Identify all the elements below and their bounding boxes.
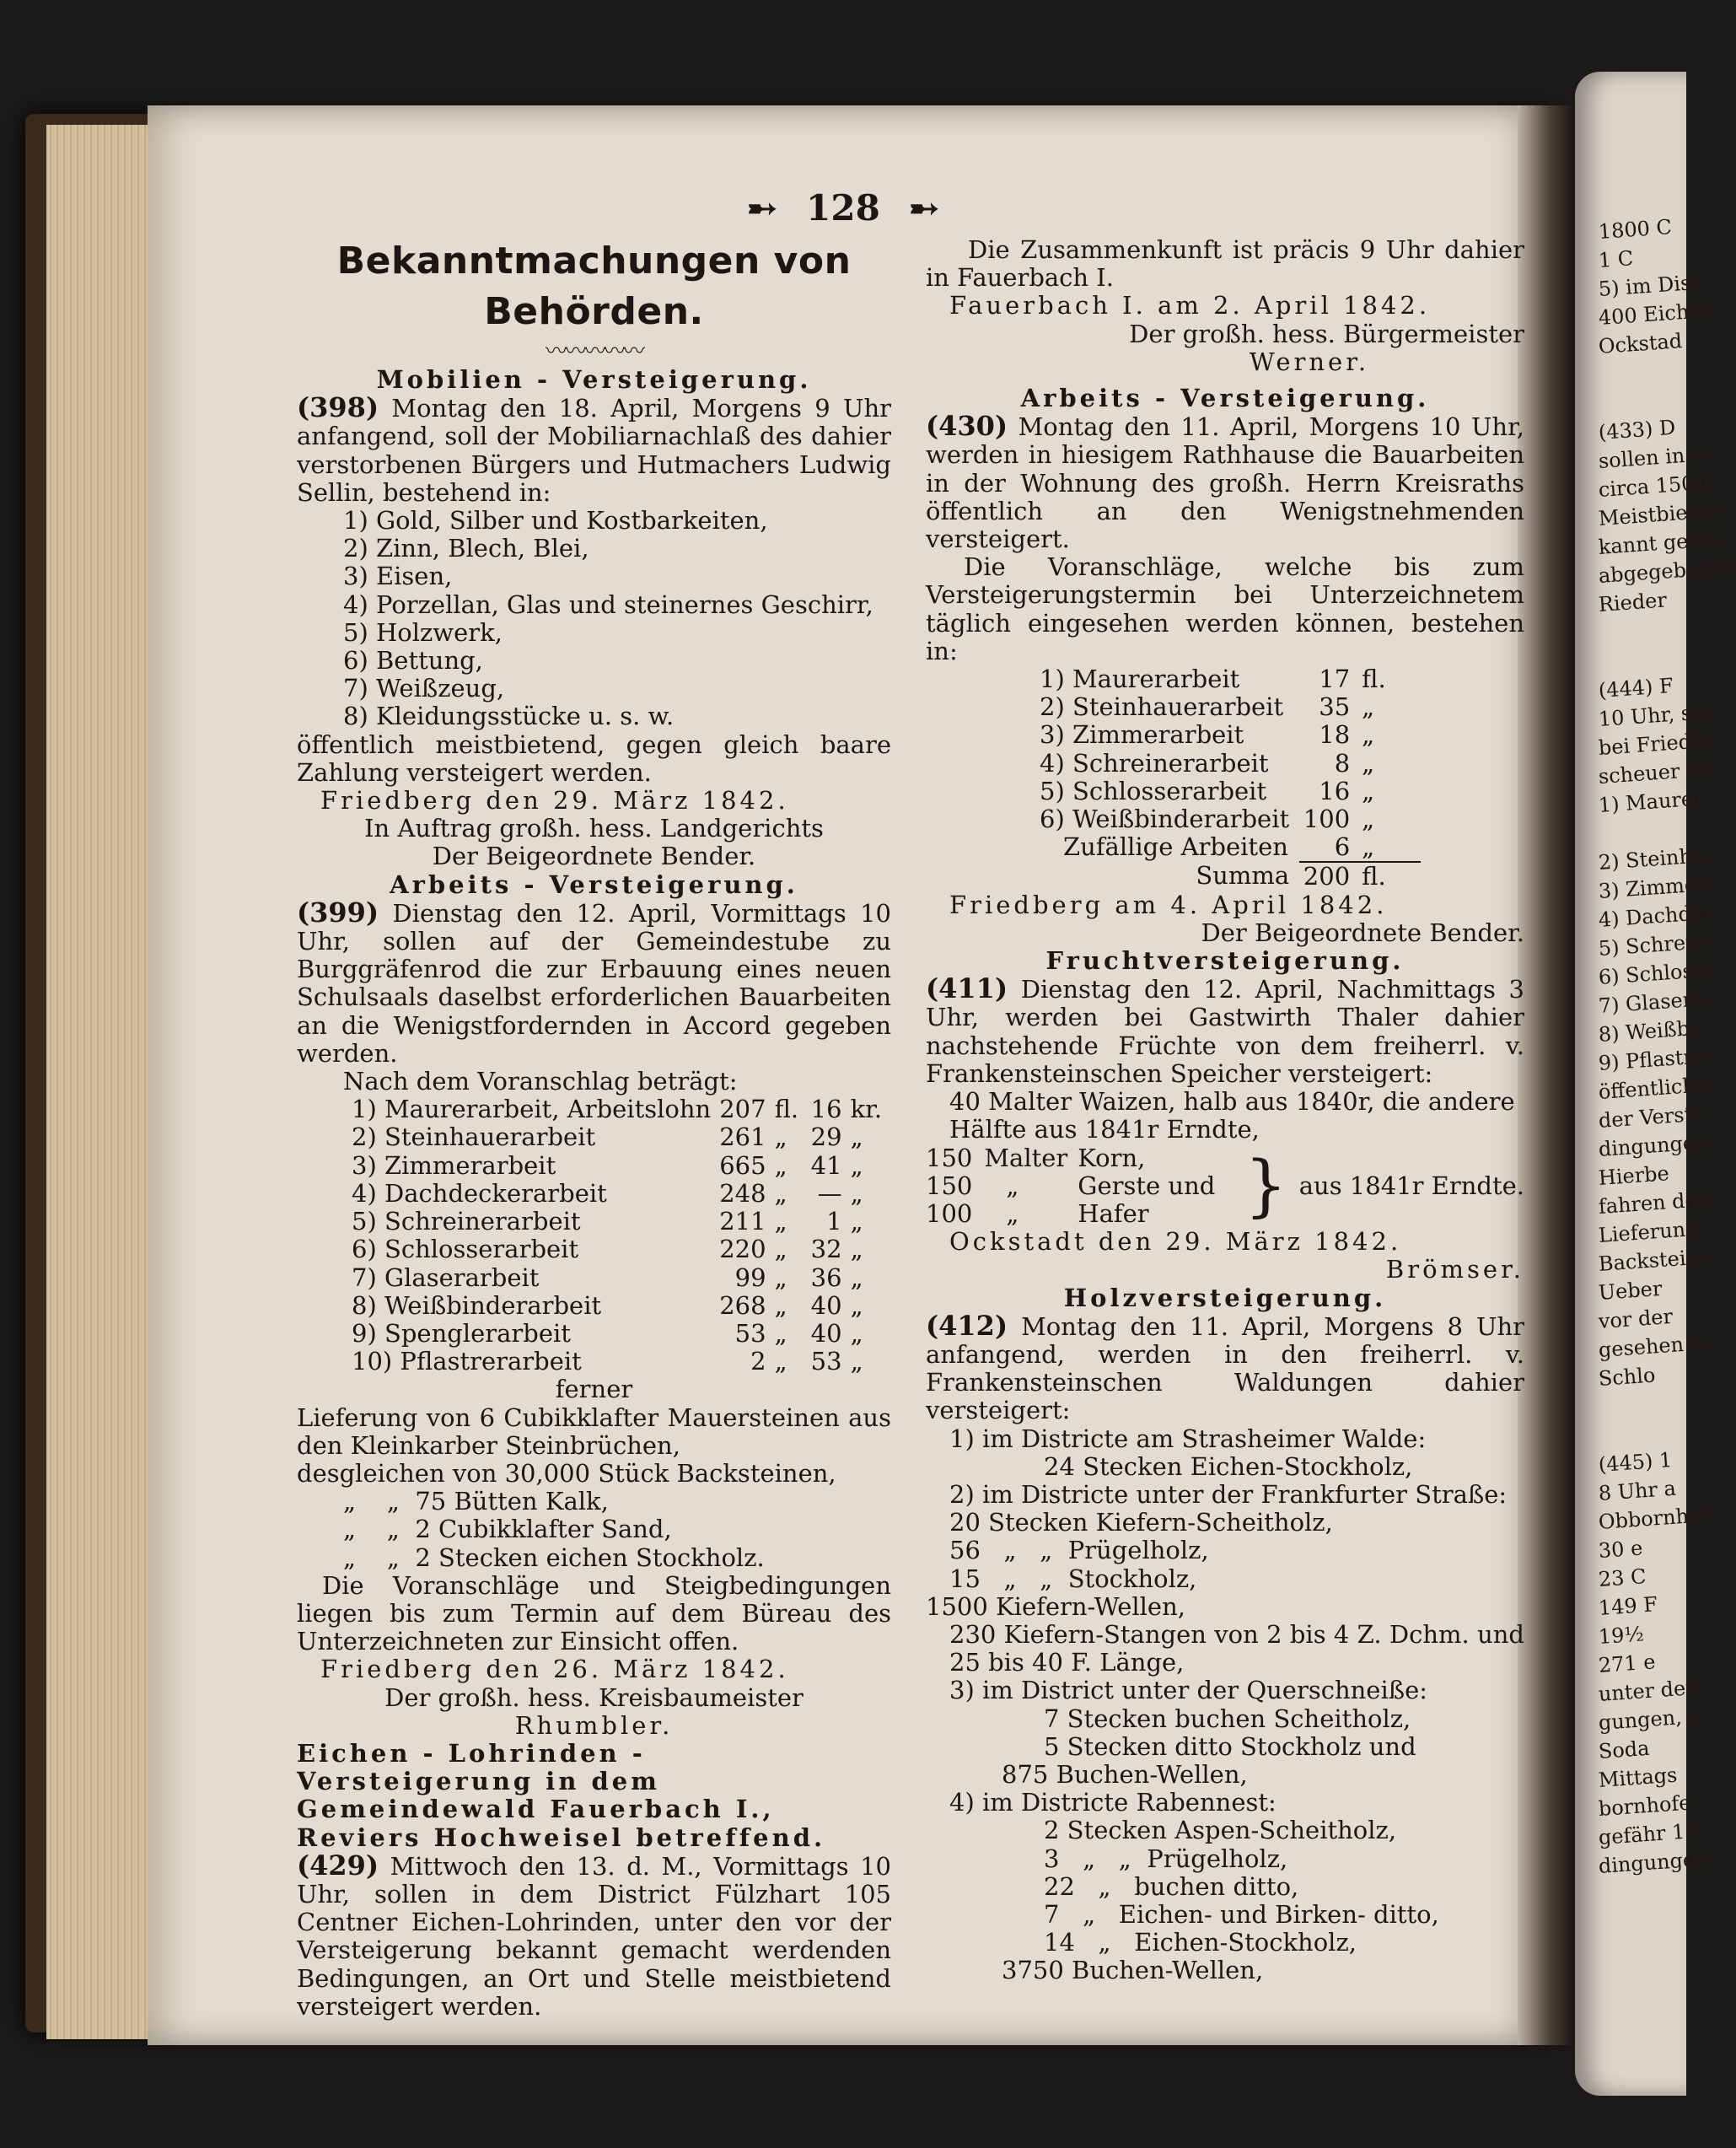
cell-value: 6 (1334, 832, 1351, 862)
notice-399-number: (399) (297, 896, 379, 929)
cell-label: 5) Schlosserarbeit (1040, 776, 1267, 805)
next-page-line: Meistbieten (1597, 498, 1722, 531)
notice-399-supply3: „ „ 75 Bütten Kalk, (343, 1487, 609, 1516)
cell-value: 17 (1319, 665, 1351, 694)
list-item: 1) Gold, Silber und Kostbarkeiten, (343, 506, 768, 536)
next-page-line: dingungen (1597, 1847, 1709, 1879)
next-page-line: Hierbe (1597, 1161, 1670, 1191)
cell-label: 10) Pflastrerarbeit (352, 1347, 582, 1376)
cell-u1: „ (774, 1122, 787, 1152)
district-item: 875 Buchen-Wellen, (1002, 1759, 1248, 1789)
cell-label: 6) Schlosserarbeit (352, 1235, 579, 1264)
next-page-line: öffentlich a (1597, 1072, 1715, 1105)
table-row (926, 1144, 1524, 1172)
notice-411-number: (411) (926, 972, 1008, 1005)
cell-unit: „ (1362, 776, 1375, 805)
next-page-line: (444) F (1597, 673, 1674, 703)
next-page-line: fahren der (1597, 1187, 1708, 1219)
next-page-line: 400 Eichen (1597, 298, 1715, 331)
next-page-line: Soda (1597, 1736, 1651, 1764)
cell-value: 8 (1334, 748, 1351, 778)
notice-411-date: Ockstadt den 29. März 1842. (949, 1227, 1402, 1257)
next-page-line: 6) Schlosse (1597, 957, 1717, 990)
notice-430-title: Arbeits - Versteigerung. (1020, 384, 1430, 413)
table-row (352, 1123, 882, 1151)
list-item: 4) Porzellan, Glas und steinernes Geschirr, (343, 589, 873, 619)
notice-399-supply2: desgleichen von 30,000 Stück Backsteinen, (297, 1458, 836, 1488)
cell-fl: 2 (750, 1347, 766, 1376)
cell-u1: „ (774, 1347, 787, 1376)
cell-u2: „ (850, 1262, 863, 1292)
table-row (352, 1096, 882, 1123)
cell-u2: „ (850, 1347, 863, 1376)
cell-u2: kr. (850, 1095, 883, 1124)
cell-u2: „ (850, 1178, 863, 1208)
notice-429-continuation: Die Zusammenkunft ist präcis 9 Uhr dahier in Fauerbach I. (926, 235, 1524, 293)
cell-label: 2) Steinhauerarbeit (1040, 692, 1284, 722)
cell-value: 16 (1319, 776, 1351, 805)
table-row (352, 1320, 882, 1348)
next-page-line: bei Friedbe (1597, 728, 1717, 761)
next-page-fragment (1575, 72, 1736, 2096)
cell-kr: 53 (810, 1347, 842, 1376)
notice-430-date: Friedberg am 4. April 1842. (949, 890, 1388, 919)
notice-430-estimate-table (1040, 665, 1421, 891)
next-page-line: vor der (1597, 1304, 1674, 1334)
next-page-line: gesehen w (1597, 1331, 1708, 1363)
next-page-line: 7) Glasera (1597, 987, 1706, 1019)
cell-u2: „ (850, 1290, 863, 1320)
grain-unit: „ (1006, 1198, 1019, 1228)
cell-unit: fl. (1362, 665, 1386, 694)
next-page-line: sollen in d (1597, 442, 1706, 474)
notice-429-title: Eichen - Lohrinden - Versteigerung in dem Gemeindewald Fauerbach I., Reviers Hochweisel betreffend. (297, 1738, 826, 1852)
grain-qty: 150 (926, 1143, 973, 1172)
next-page-line: Schlo (1597, 1363, 1657, 1392)
cell-u1: „ (774, 1290, 787, 1320)
cell-kr: 36 (810, 1262, 842, 1292)
cell-unit: „ (1362, 720, 1375, 750)
next-page-line: unter den (1597, 1675, 1700, 1707)
cell-kr: 29 (810, 1122, 842, 1152)
district-item: 22 „ buchen ditto, (1044, 1871, 1299, 1901)
next-page-line: Obbornhof (1597, 1502, 1710, 1535)
next-page-line: Ueber (1597, 1276, 1663, 1305)
next-page-line: gungen, n (1597, 1704, 1702, 1736)
cell-label: 3) Zimmerarbeit (1040, 720, 1244, 750)
district-heading: 4) im Districte Rabennest: (949, 1788, 1276, 1817)
table-row (352, 1264, 882, 1292)
table-row (1040, 805, 1421, 833)
right-column (926, 236, 1524, 1985)
cell-kr: 1 (826, 1207, 842, 1236)
grain-unit: „ (1006, 1171, 1019, 1200)
left-column (297, 236, 891, 2021)
cell-fl: 53 (734, 1318, 766, 1348)
sum-unit: fl. (1350, 862, 1421, 891)
cell-label: 5) Schreinerarbeit (352, 1207, 581, 1236)
next-page-line: scheuer zu (1597, 756, 1711, 789)
notice-430-intro (926, 412, 1524, 553)
district-item: 7 „ Eichen- und Birken- ditto, (1044, 1899, 1439, 1929)
notice-399-date: Friedberg den 26. März 1842. (320, 1655, 789, 1684)
cell-u1: „ (774, 1207, 787, 1236)
cell-u1: „ (774, 1150, 787, 1180)
cell-u1: „ (774, 1318, 787, 1348)
section-heading: Bekanntmachungen von Behörden. (336, 240, 852, 333)
next-page-line: 4) Dachdec (1597, 900, 1716, 933)
next-page-line: circa 150 C (1597, 470, 1717, 503)
sum-label: Summa (1196, 861, 1290, 891)
next-page-line: 23 C (1597, 1564, 1647, 1592)
next-page-line: 3) Zimmer (1597, 872, 1707, 904)
cell-unit: „ (1362, 805, 1375, 834)
grain-qty: 150 (926, 1171, 973, 1200)
district-item: 3 „ „ Prügelholz, (1044, 1844, 1288, 1873)
next-page-line: 8) Weißbi (1597, 1015, 1697, 1047)
cell-kr: 32 (810, 1235, 842, 1264)
list-item: 8) Kleidungsstücke u. s. w. (343, 702, 675, 731)
notice-429-body: Mittwoch den 13. d. M., Vormittags 10 Uhr, sollen in dem District Fülzhart 105 Centner Eichen-Lohrinden, unter den vor der Versteigerung bekannt gemacht werdenden Bedingungen, an Ort und Stelle meistbietend versteigert werden. (297, 1851, 892, 2021)
list-item: 7) Weißzeug, (343, 674, 505, 703)
cell-kr: 41 (810, 1150, 842, 1180)
next-page-line: 5) Schrein (1597, 929, 1706, 961)
next-page-line: 1800 C (1597, 215, 1673, 245)
next-page-line: Ockstad (1597, 329, 1683, 359)
cell-kr: 40 (810, 1290, 842, 1320)
cell-label: 1) Maurerarbeit (1040, 665, 1240, 694)
next-page-line: (445) 1 (1597, 1447, 1674, 1478)
next-page-line: 2) Steinha (1597, 843, 1706, 875)
notice-399-ferner: ferner (555, 1375, 633, 1404)
district-item: 14 „ Eichen-Stockholz, (1044, 1928, 1357, 1957)
next-page-line: 9) Pflastre (1597, 1044, 1706, 1076)
notice-412-intro (926, 1309, 1524, 1425)
cell-u2: „ (850, 1150, 863, 1180)
district-item: 7 Stecken buchen Scheitholz, (1044, 1704, 1411, 1733)
next-page-line: 30 e (1597, 1536, 1644, 1564)
notice-429-signature-line1: Der großh. hess. Bürgermeister (1129, 319, 1524, 348)
notice-430-intro2: Die Voranschläge, welche bis zum Versteigerungstermin bei Unterzeichnetem täglich eingesehen werden können, bestehen in: (926, 552, 1524, 665)
table-row (352, 1348, 882, 1375)
notice-429-text (297, 1849, 892, 2021)
sum-value: 200 (1299, 862, 1350, 891)
next-page-line: 1 C (1597, 246, 1635, 273)
notice-398-text: Montag den 18. April, Morgens 9 Uhr anfangend, soll der Mobiliarnachlaß des dahier verstorbenen Bürgers und Hutmachers Ludwig Sellin, bestehend in: (297, 394, 891, 507)
table-row (352, 1152, 882, 1180)
next-page-line: abgegeben w (1597, 554, 1736, 589)
district-item: 24 Stecken Eichen-Stockholz, (1044, 1451, 1413, 1481)
notice-398-items (297, 507, 891, 731)
notice-398-outro: öffentlich meistbietend, gegen gleich baare Zahlung versteigert werden. (297, 729, 891, 787)
notice-399-signature-line1: Der großh. hess. Kreisbaumeister (384, 1682, 804, 1712)
cell-unit: „ (1362, 832, 1375, 862)
cell-label: 1) Maurerarbeit, Arbeitslohn (352, 1095, 712, 1124)
cell-label: 7) Glaserarbeit (352, 1262, 540, 1292)
cell-fl: 665 (719, 1150, 766, 1180)
next-page-line: 19½ (1597, 1622, 1645, 1650)
table-row (1040, 862, 1421, 891)
grain-unit: Malter (984, 1143, 1068, 1172)
notice-399-title: Arbeits - Versteigerung. (390, 869, 798, 899)
next-page-line: gefähr 11 (1597, 1818, 1699, 1850)
cell-u1: „ (774, 1178, 787, 1208)
next-page-line: dingungen (1597, 1130, 1709, 1162)
cell-label: 4) Dachdeckerarbeit (352, 1178, 607, 1208)
table-row (1040, 778, 1421, 805)
notice-412-number: (412) (926, 1309, 1008, 1342)
cell-label: 8) Weißbinderarbeit (352, 1290, 602, 1320)
notice-412-text: Montag den 11. April, Morgens 8 Uhr anfangend, werden in den freiherrl. v. Frankensteinschen Waldungen dahier versteigert: (926, 1311, 1524, 1425)
cell-label: 9) Spenglerarbeit (352, 1318, 571, 1348)
cell-fl: 248 (719, 1178, 766, 1208)
cell-label: 6) Weißbinderarbeit (1040, 805, 1290, 834)
notice-412-title: Holzversteigerung. (1063, 1283, 1387, 1312)
next-page-line: bornhofe (1597, 1790, 1692, 1822)
cell-u2: „ (850, 1318, 863, 1348)
grain-name: Hafer (1078, 1198, 1149, 1228)
cell-label: 4) Schreinerarbeit (1040, 748, 1269, 778)
notice-399-supply4: „ „ 2 Cubikklafter Sand, (343, 1515, 672, 1544)
district-heading: 1) im Districte am Strasheimer Walde: (949, 1424, 1427, 1453)
notice-399-intro (297, 896, 891, 1068)
next-page-line: kannt gema (1597, 527, 1721, 560)
notice-429-number: (429) (297, 1849, 379, 1882)
next-page-line: der Verste (1597, 1101, 1706, 1133)
notice-398-title: Mobilien - Versteigerung. (376, 365, 812, 394)
grain-name: Gerste und (1078, 1171, 1216, 1200)
next-page-line: 149 F (1597, 1592, 1658, 1621)
next-page-line: 8 Uhr a (1597, 1476, 1677, 1506)
table-row (352, 1292, 882, 1320)
notice-399-estimate-intro: Nach dem Voranschlag beträgt: (343, 1067, 738, 1096)
district-heading: 2) im Districte unter der Frankfurter Straße: (949, 1479, 1508, 1509)
district-item: 1500 Kiefern-Wellen, (926, 1591, 1185, 1621)
cell-kr: 40 (810, 1318, 842, 1348)
notice-399-text: Dienstag den 12. April, Vormittags 10 Uhr, sollen auf der Gemeindestube zu Burggräfenrod die zur Erbauung eines neuen Schulsaals daselbst erforderlichen Bauarbeiten an die Wenigstfordernden in Accord gegeben werden. (297, 898, 891, 1068)
district-item: 3750 Buchen-Wellen, (1002, 1956, 1264, 1985)
notice-411-intro (926, 972, 1524, 1088)
next-page-line: Mittags (1597, 1763, 1679, 1793)
cell-fl: 261 (719, 1122, 766, 1152)
next-page-line: Lieferung (1597, 1216, 1700, 1248)
list-item: 2) Zinn, Blech, Blei, (343, 534, 589, 563)
cell-value: 35 (1319, 692, 1351, 722)
cell-u1: „ (774, 1235, 787, 1264)
cell-fl: 207 (719, 1095, 766, 1124)
list-item: 6) Bettung, (343, 646, 483, 676)
notice-429-date: Fauerbach I. am 2. April 1842. (949, 291, 1431, 320)
notice-411-signature: Brömser. (1385, 1255, 1524, 1284)
district-item: 56 „ „ Prügelholz, (949, 1536, 1209, 1565)
next-page-line: Rieder (1597, 588, 1668, 617)
table-row (1040, 721, 1421, 749)
cell-u1: fl. (774, 1095, 799, 1124)
notice-399-outro: Die Voranschläge und Steigbedingungen liegen bis zum Termin auf dem Büreau des Unterzeichneten zur Einsicht offen. (297, 1570, 891, 1656)
cell-kr: — (817, 1178, 842, 1208)
next-page-line: 10 Uhr, sol (1597, 699, 1711, 732)
cell-value: 100 (1303, 805, 1351, 834)
notice-430-signature: Der Beigeordnete Bender. (1201, 918, 1524, 947)
district-item: 2 Stecken Aspen-Scheitholz, (1044, 1816, 1397, 1845)
cell-label: 2) Steinhauerarbeit (352, 1122, 596, 1152)
district-item: 230 Kiefern-Stangen von 2 bis 4 Z. Dchm. und 25 bis 40 F. Länge, (949, 1619, 1524, 1677)
list-item: 3) Eisen, (343, 562, 453, 591)
notice-411-text: Dienstag den 12. April, Nachmittags 3 Uhr, werden bei Gastwirth Thaler dahier nachstehende Früchte von dem freiherrl. v. Frankensteinschen Speicher versteigert: (926, 975, 1524, 1088)
cell-fl: 220 (719, 1235, 766, 1264)
cell-u2: „ (850, 1207, 863, 1236)
district-item: 5 Stecken ditto Stockholz und (1044, 1731, 1416, 1761)
table-row (352, 1180, 882, 1208)
cell-u1: „ (774, 1262, 787, 1292)
cell-unit: „ (1362, 748, 1375, 778)
ornament-left-icon: ➸ (747, 187, 777, 229)
brace-icon: } (1244, 1146, 1287, 1225)
notice-411-line1: 40 Malter Waizen, halb aus 1840r, die andere Hälfte aus 1841r Erndte, (949, 1087, 1515, 1144)
cell-label: Zufällige Arbeiten (1063, 832, 1288, 862)
notice-430-text: Montag den 11. April, Morgens 10 Uhr, werden in hiesigem Rathhause die Bauarbeiten in der Wohnung des großh. Herrn Kreisraths öffentlich an den Wenigstnehmenden versteigert. (926, 412, 1524, 554)
notice-398-number: (398) (297, 391, 379, 424)
cell-fl: 268 (719, 1290, 766, 1320)
grain-name: Korn, (1078, 1143, 1146, 1172)
page-number: 128 (806, 187, 880, 229)
next-page-line: Backsteine (1597, 1244, 1712, 1277)
table-row (1040, 665, 1421, 693)
notice-399-supply5: „ „ 2 Stecken eichen Stockholz. (343, 1542, 765, 1572)
next-page-line: 5) im Dist (1597, 270, 1700, 302)
next-page-line: 271 e (1597, 1650, 1657, 1678)
cell-u2: „ (850, 1235, 863, 1264)
book-gutter (1518, 105, 1577, 2045)
table-row (1040, 693, 1421, 721)
notice-398-intro (297, 391, 891, 507)
next-page-line: (433) D (1597, 415, 1677, 445)
next-page-line: 1) Maurer (1597, 786, 1704, 818)
table-row (1040, 833, 1421, 862)
cell-unit: „ (1362, 692, 1375, 722)
grain-qty: 100 (926, 1198, 973, 1228)
cell-u2: „ (850, 1122, 863, 1152)
cell-fl: 99 (734, 1262, 766, 1292)
district-heading: 3) im District unter der Querschneiße: (949, 1676, 1428, 1705)
wave-ornament: 〰〰〰〰〰 (545, 339, 642, 364)
notice-399-supply1: Lieferung von 6 Cubikklafter Mauersteinen aus den Kleinkarber Steinbrüchen, (297, 1402, 891, 1460)
cell-fl: 211 (719, 1207, 766, 1236)
notice-411-title: Fruchtversteigerung. (1045, 946, 1405, 976)
notice-411-grain-table (926, 1144, 1524, 1229)
list-item: 5) Holzwerk, (343, 617, 503, 647)
grain-note: aus 1841r Erndte. (1298, 1171, 1524, 1200)
table-row (352, 1236, 882, 1263)
notice-398-date: Friedberg den 29. März 1842. (320, 786, 789, 816)
cell-kr: 16 (810, 1095, 842, 1124)
notice-399-signature-line2: Rhumbler. (514, 1710, 674, 1740)
cell-value: 18 (1319, 720, 1351, 750)
ornament-right-icon: ➸ (909, 187, 939, 229)
table-row (352, 1208, 882, 1236)
notice-398-signature-line1: In Auftrag großh. hess. Landgerichts (364, 814, 824, 843)
district-item: 15 „ „ Stockholz, (949, 1564, 1197, 1593)
district-item: 20 Stecken Kiefern-Scheitholz, (949, 1508, 1333, 1537)
cell-label: 3) Zimmerarbeit (352, 1150, 556, 1180)
notice-430-number: (430) (926, 410, 1008, 443)
table-row (1040, 750, 1421, 778)
notice-429-signature-line2: Werner. (1249, 347, 1370, 376)
notice-399-estimate-table (352, 1096, 882, 1375)
notice-398-signature-line2: Der Beigeordnete Bender. (432, 842, 756, 871)
page-header (0, 187, 1686, 229)
